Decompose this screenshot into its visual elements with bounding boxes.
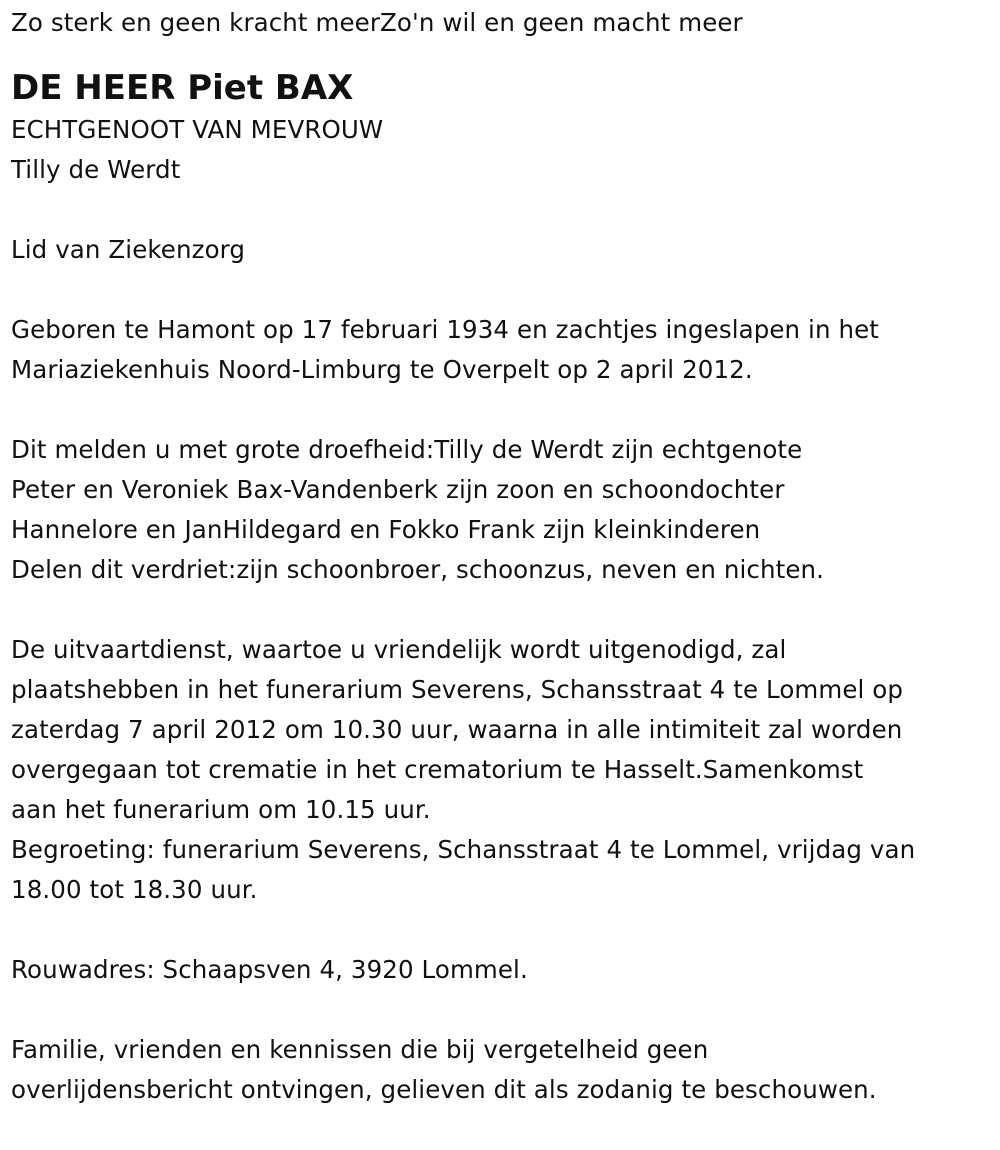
service-line: overgegaan tot crematie in het crematorium te Hasselt.Samenkomst [11, 755, 864, 784]
spacer [11, 910, 1000, 950]
closing-line: overlijdensbericht ontvingen, gelieven dit als zodanig te beschouwen. [11, 1075, 877, 1104]
membership-text: Lid van Ziekenzorg [11, 235, 246, 264]
family-line: Peter en Veroniek Bax-Vandenberk zijn zoon en schoondochter [11, 475, 785, 504]
motto-text: Zo sterk en geen kracht meerZo'n wil en geen macht meer [11, 8, 743, 37]
spouse-name: Tilly de Werdt [11, 155, 181, 184]
spacer [11, 190, 1000, 230]
service-paragraph [11, 630, 1000, 910]
mourning-address: Rouwadres: Schaapsven 4, 3920 Lommel. [11, 955, 528, 984]
birth-line: Geboren te Hamont op 17 februari 1934 en zachtjes ingeslapen in het [11, 315, 879, 344]
family-line: Dit melden u met grote droefheid:Tilly de Werdt zijn echtgenote [11, 435, 803, 464]
service-line: zaterdag 7 april 2012 om 10.30 uur, waarna in alle intimiteit zal worden [11, 715, 903, 744]
birth-paragraph [11, 310, 1000, 390]
service-line: 18.00 tot 18.30 uur. [11, 875, 258, 904]
service-line: Begroeting: funerarium Severens, Schansstraat 4 te Lommel, vrijdag van [11, 835, 916, 864]
closing-line: Familie, vrienden en kennissen die bij vergetelheid geen [11, 1035, 709, 1064]
closing-paragraph [11, 1030, 1000, 1110]
spacer [11, 990, 1000, 1030]
family-paragraph [11, 430, 1000, 590]
spacer [11, 390, 1000, 430]
service-line: De uitvaartdienst, waartoe u vriendelijk wordt uitgenodigd, zal [11, 635, 787, 664]
family-line: Hannelore en JanHildegard en Fokko Frank zijn kleinkinderen [11, 515, 761, 544]
service-line: aan het funerarium om 10.15 uur. [11, 795, 431, 824]
service-line: plaatshebben in het funerarium Severens, Schansstraat 4 te Lommel op [11, 675, 904, 704]
spouse-title: ECHTGENOOT VAN MEVROUW [11, 115, 384, 144]
family-line: Delen dit verdriet:zijn schoonbroer, schoonzus, neven en nichten. [11, 555, 825, 584]
spacer [11, 590, 1000, 630]
birth-line: Mariaziekenhuis Noord-Limburg te Overpelt op 2 april 2012. [11, 355, 753, 384]
deceased-name-heading: DE HEER Piet BAX [11, 68, 354, 108]
spacer [11, 270, 1000, 310]
